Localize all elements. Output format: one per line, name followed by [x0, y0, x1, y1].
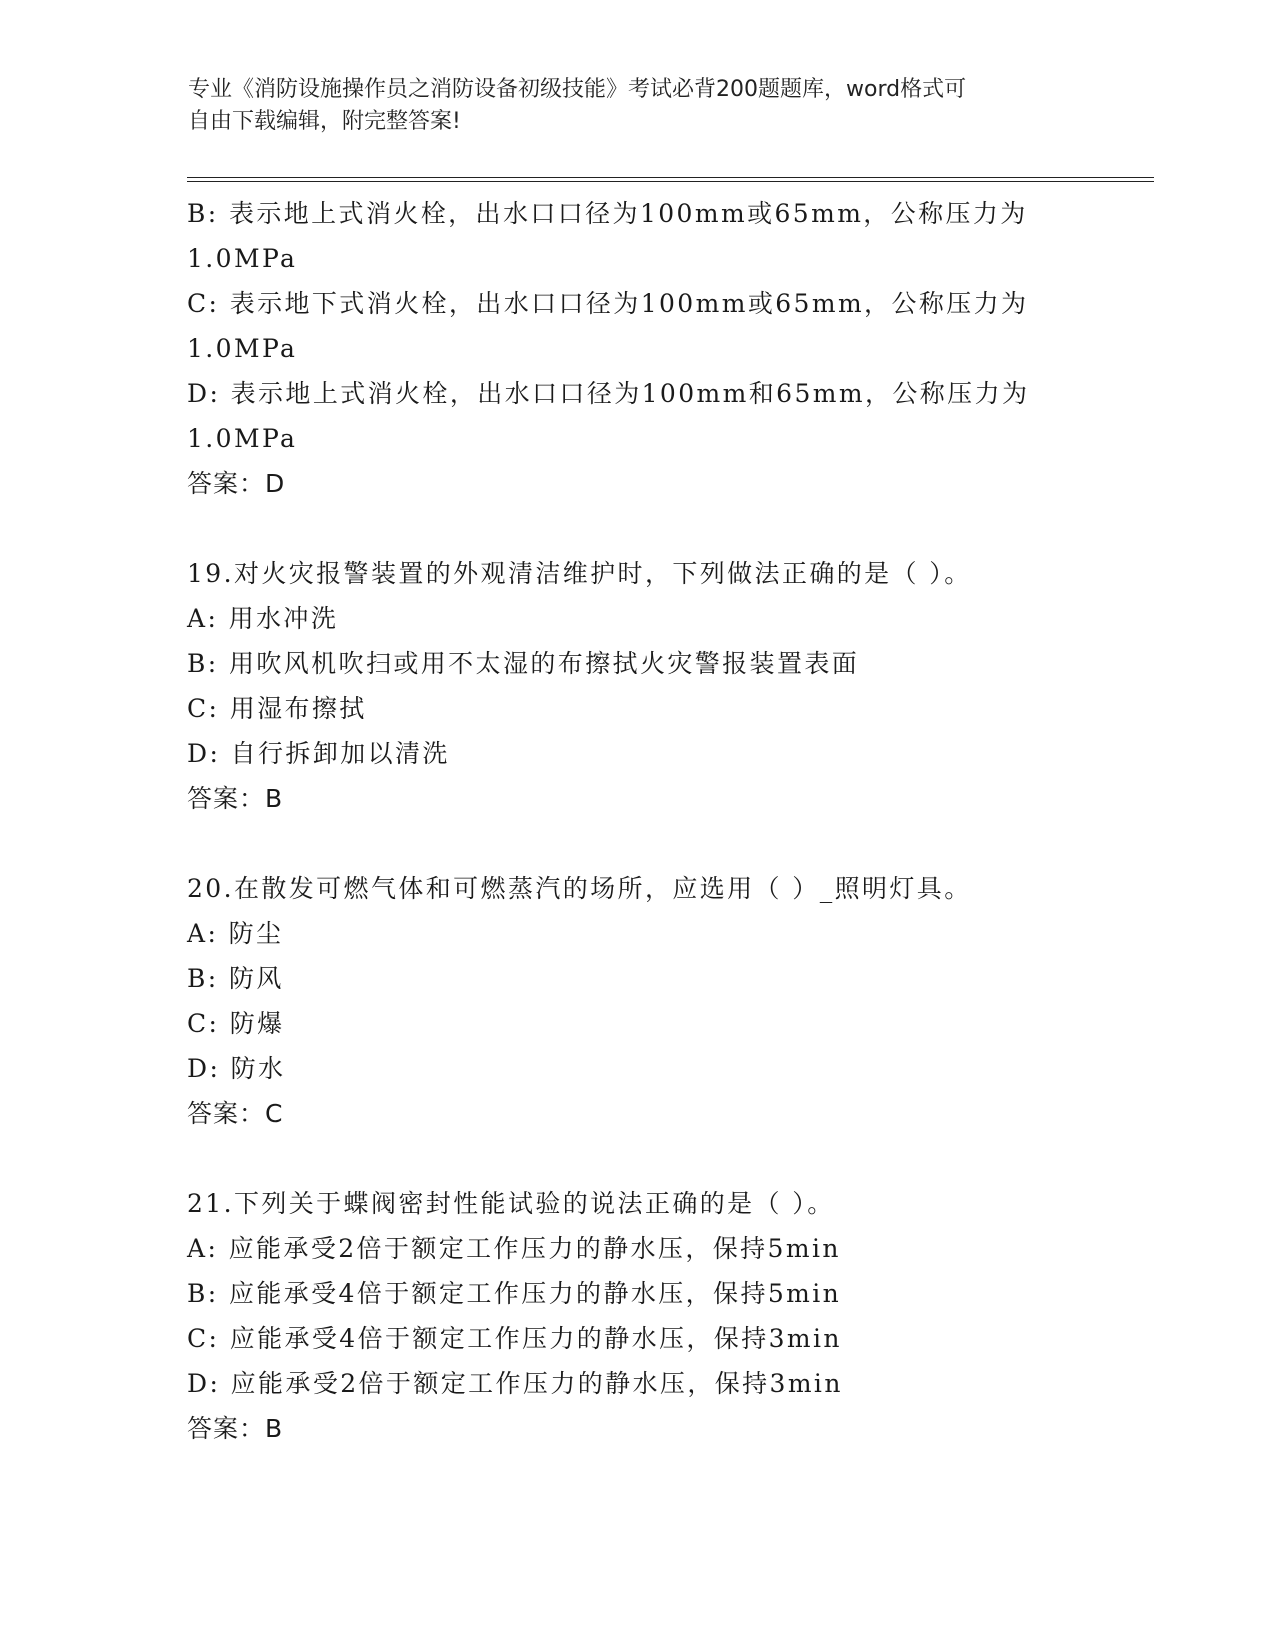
q19-option-d: D: 自行拆卸加以清洗 [187, 739, 450, 768]
question-19-block [187, 551, 1147, 821]
q19-question: 19.对火灾报警装置的外观清洁维护时，下列做法正确的是（ ）。 [187, 559, 972, 588]
q18-option-c-line-2: 1.0MPa [187, 334, 298, 363]
q20-option-b: B: 防风 [187, 964, 284, 993]
question-20-block [187, 866, 1147, 1136]
q21-answer: 答案：B [187, 1414, 284, 1443]
q20-question: 20.在散发可燃气体和可燃蒸汽的场所，应选用（ ）_照明灯具。 [187, 874, 972, 903]
spacer [187, 1136, 1147, 1181]
q19-option-b: B: 用吹风机吹扫或用不太湿的布擦拭火灾警报装置表面 [187, 649, 860, 678]
question-list [187, 191, 1147, 1451]
q20-option-a: A: 防尘 [187, 919, 284, 948]
q18-answer: 答案：D [187, 469, 286, 498]
q19-option-c: C: 用湿布擦拭 [187, 694, 367, 723]
q21-option-a: A: 应能承受2倍于额定工作压力的静水压，保持5min [187, 1234, 841, 1263]
header-divider-bottom [187, 181, 1154, 182]
q21-option-d: D: 应能承受2倍于额定工作压力的静水压，保持3min [187, 1369, 843, 1398]
header-line-1: 专业《消防设施操作员之消防设备初级技能》考试必背200题题库，word格式可 [188, 77, 967, 102]
q21-question: 21.下列关于蝶阀密封性能试验的说法正确的是（ ）。 [187, 1189, 835, 1218]
q18-option-d-line-2: 1.0MPa [187, 424, 298, 453]
document-header [188, 74, 1088, 138]
q19-option-a: A: 用水冲洗 [187, 604, 339, 633]
q18-option-b-line-1: B: 表示地上式消火栓，出水口口径为100mm或65mm，公称压力为 [187, 199, 1028, 228]
q18-option-c-line-1: C: 表示地下式消火栓，出水口口径为100mm或65mm，公称压力为 [187, 289, 1029, 318]
q20-answer: 答案：C [187, 1099, 284, 1128]
q18-option-d-line-1: D: 表示地上式消火栓，出水口口径为100mm和65mm，公称压力为 [187, 379, 1030, 408]
q21-option-c: C: 应能承受4倍于额定工作压力的静水压，保持3min [187, 1324, 842, 1353]
question-21-block [187, 1181, 1147, 1451]
question-18-block [187, 191, 1147, 506]
q21-option-b: B: 应能承受4倍于额定工作压力的静水压，保持5min [187, 1279, 842, 1308]
spacer [187, 506, 1147, 551]
q20-option-c: C: 防爆 [187, 1009, 285, 1038]
spacer [187, 821, 1147, 866]
q18-option-b-line-2: 1.0MPa [187, 244, 298, 273]
header-divider-top [187, 177, 1154, 178]
q20-option-d: D: 防水 [187, 1054, 286, 1083]
header-line-2: 自由下载编辑，附完整答案! [188, 109, 461, 134]
q19-answer: 答案：B [187, 784, 284, 813]
